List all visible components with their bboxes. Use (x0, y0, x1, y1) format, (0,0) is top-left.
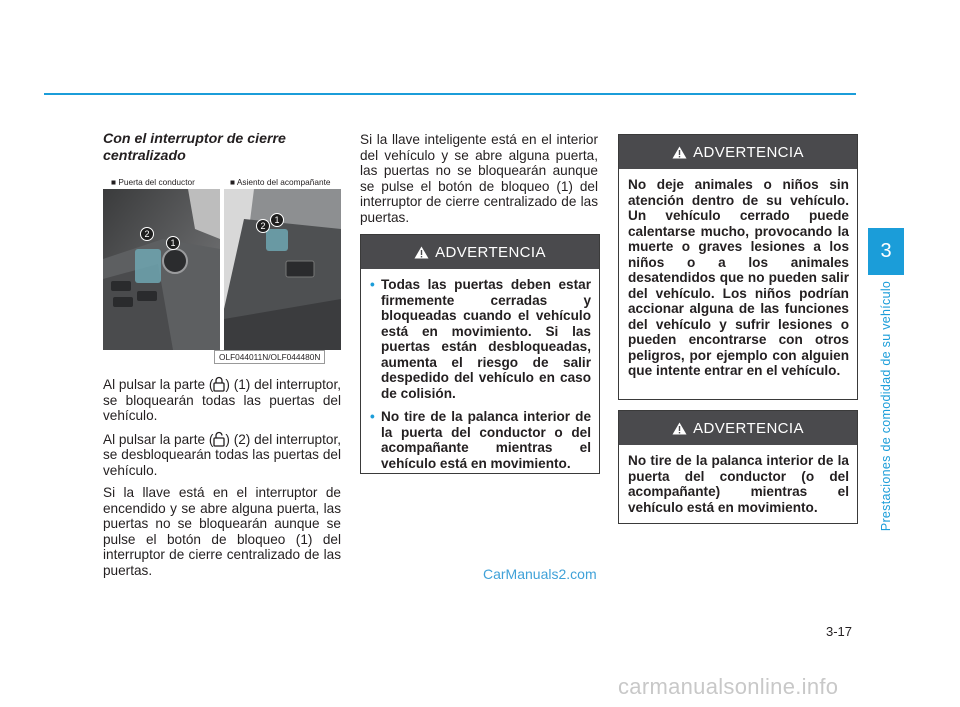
lock-paragraph: Al pulsar la parte ( ) (1) del interruptor, se bloquearán todas las puertas del vehículo. (103, 377, 342, 423)
header-rule (44, 93, 856, 95)
warning-triangle-icon (672, 146, 687, 159)
warning-header (361, 235, 599, 269)
section-title: Con el interruptor de cierre centralizado (103, 131, 286, 164)
warning-header (619, 135, 857, 169)
warning-item-doors-locked: • Todas las puertas deben estar firmemente cerradas y bloqueadas cuando el vehículo está en movimiento. Si las puertas están desbloqueadas, aumenta el riesgo de salir despedido del vehículo en caso de colisión. (370, 277, 591, 401)
chapter-tab (868, 228, 904, 275)
unlock-paragraph: Al pulsar la parte ( ) (2) del interruptor, se desbloquearán todas las puertas del vehículo. (103, 431, 342, 478)
column-1 (103, 131, 341, 165)
callout-2b-label: 2 (260, 221, 266, 231)
legend-driver-door: ■ Puerta del conductor (111, 177, 195, 187)
warning-list (370, 277, 591, 471)
chapter-side-title: Prestaciones de comodidad de su vehículo (879, 280, 893, 532)
chapter-number: 3 (880, 240, 892, 262)
warning-text-lever: No tire de la palanca interior de la puerta del conductor (o del acompañante) mientras el vehículo está en movimiento. (628, 453, 849, 515)
callout-1b-label: 1 (274, 215, 280, 225)
watermark-footer: carmanualsonline.info (618, 674, 839, 699)
legend-passenger-seat: ■ Asiento del acompañante (230, 177, 331, 187)
warning-triangle-icon (672, 422, 687, 435)
warning-item-inner-lever: • No tire de la palanca interior de la puerta del conductor o del acompañante mientras el vehículo está en movimiento. (370, 409, 591, 471)
photo-driver-switch (103, 189, 220, 350)
warning-triangle-icon (414, 246, 429, 259)
column-2 (360, 132, 598, 232)
watermark-link[interactable]: CarManuals2.com (483, 566, 597, 582)
switch-figure (103, 175, 341, 363)
warning-header (619, 411, 857, 445)
figure-caption: OLF044011N/OLF044480N (214, 350, 325, 364)
warning-box-lever (618, 410, 858, 524)
lock-icon (213, 376, 225, 392)
warning-title: ADVERTENCIA (435, 243, 546, 261)
smart-key-paragraph: Si la llave inteligente está en el interior del vehículo y se abre alguna puerta, las puertas no se bloquearán aunque se pulse el botón de bloqueo (1) del interruptor de cierre centralizado de las puertas. (360, 132, 598, 225)
warning-title: ADVERTENCIA (693, 143, 804, 161)
key-paragraph: Si la llave está en el interruptor de encendido y se abre alguna puerta, las puertas no se bloquearán aunque se pulse el botón de bloqueo (1) del interruptor de cierre centralizado de las puertas. (103, 485, 341, 578)
unlock-icon (213, 431, 225, 447)
warning-title: ADVERTENCIA (693, 419, 804, 437)
photo-passenger-switch (224, 189, 341, 350)
column-1-text (103, 376, 341, 585)
warning-box-children (618, 134, 858, 400)
callout-2-label: 2 (144, 229, 150, 239)
page-number: 3-17 (826, 624, 853, 639)
figure-legend (103, 175, 341, 189)
warning-text-children: No deje animales o niños sin atención dentro de su vehículo. Un vehículo cerrado puede calentarse mucho, provocando la muerte o graves lesiones a los niños o a los animales desatendidos que no pueden salir del vehículo. Los niños podrían accionar alguna de las funciones del vehículo y sufrir lesiones o pueden encontrarse con otros peligros, por ejemplo con alguien que intente entrar en el vehículo. (628, 177, 849, 378)
warning-box-doors (360, 234, 600, 474)
callout-1-label: 1 (170, 238, 176, 248)
